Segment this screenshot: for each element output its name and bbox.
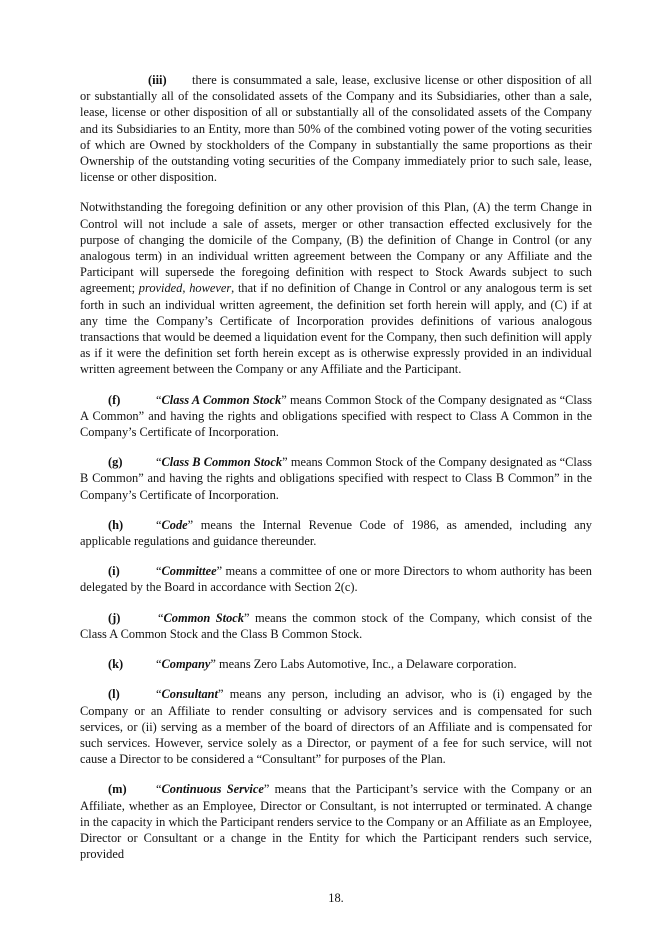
defined-term: Class A Common Stock xyxy=(161,392,282,407)
paragraph-text: , that if no definition of Change in Control or any analogous term is set forth in such an individual written agreement, the definition set forth herein will apply, and (C) if at any time the Company’s Certificate of Incorporation provides definitions of various analogous transactions that would be deemed a liquidation event for the Company, then such definition will apply as if it were the definition set forth herein except as is otherwise expressly provided in an individual written agreement between the Company or any Affiliate and the Participant. xyxy=(80,281,592,377)
paragraph-label: (g) xyxy=(108,455,123,470)
paragraph-label: (j) xyxy=(108,610,121,625)
defined-term: Committee xyxy=(161,564,217,579)
paragraph-text: means the Internal Revenue Code of 1986, as amended, including any applicable regulations and guidance thereunder. xyxy=(80,517,592,549)
paragraph-label: (iii) xyxy=(148,73,167,87)
definition-l: (l) “Consultant” means any person, including an advisor, who is (i) engaged by the Company or an Affiliate to render consulting or advisory services and is compensated for such services, or (ii) serving as a member of the board of directors of an Affiliate and is compensated for such services. However, service solely as a Director, or payment of a fee for such service, will not cause a Director to be considered a “Consultant” for purposes of the Plan. xyxy=(80,687,592,767)
paragraph-text: means Common Stock of the Company designated as “Class B Common” and having the rights and obligations specified with respect to Class B Common” in the Company’s Certificate of Incorporation. xyxy=(80,455,593,502)
italic-text: provided, however xyxy=(138,281,232,296)
paragraph-label: (i) xyxy=(108,564,120,579)
defined-term: Code xyxy=(161,517,188,532)
definition-h: (h) “Code” means the Internal Revenue Code of 1986, as amended, including any applicable regulations and guidance thereunder. xyxy=(80,517,592,549)
page-number: 18. xyxy=(328,891,344,906)
paragraph-label: (f) xyxy=(108,392,121,407)
defined-term: Continuous Service xyxy=(161,782,264,797)
definition-f: (f) “Class A Common Stock” means Common Stock of the Company designated as “Class A Common” and having the rights and obligations specified with respect to Class A Common in the Company’s Certificate of Incorporation. xyxy=(80,392,592,440)
paragraph-text: means a committee of one or more Directors to whom authority has been delegated by the Board in accordance with Section 2(c). xyxy=(80,564,592,595)
paragraph-notwithstanding xyxy=(80,199,592,377)
paragraph-text: there is consummated a sale, lease, exclusive license or other disposition of all or substantially all of the consolidated assets of the Company and its Subsidiaries, other than a sale, lease, license or other disposition of all or substantially all of the consolidated assets of the Company and its Subsidiaries to an Entity, more than 50% of the combined voting power of the voting securities of which are Owned by stockholders of the Company in substantially the same proportions as their Ownership of the outstanding voting securities of the Company immediately prior to such sale, lease, license or other disposition. xyxy=(80,73,592,185)
paragraph-label: (h) xyxy=(108,517,124,532)
paragraph-text: means Common Stock of the Company designated as “Class A Common” and having the rights and obligations specified with respect to Class A Common in the Company’s Certificate of Incorporation. xyxy=(80,392,592,440)
paragraph-text: Notwithstanding the foregoing definition or any other provision of this Plan, (A) the term Change in Control will not include a sale of assets, merger or other transaction effected exclusively for the purpose of changing the domicile of the Company, (B) the definition of Change in Control (or any analogous term) in an individual written agreement between the Company or any Affiliate and the Participant will supersede the foregoing definition with respect to Stock Awards subject to such agreement; xyxy=(80,200,592,296)
paragraph-text: means Zero Labs Automotive, Inc., a Delaware corporation. xyxy=(215,657,517,672)
paragraph-text: means any person, including an advisor, who is (i) engaged by the Company or an Affiliate to render consulting or advisory services and is compensated for such services, or (ii) serving as a member of the board of directors of an Affiliate and is compensated for such services. However, service solely as a Director, or payment of a fee for such service, will not cause a Director to be considered a “Consultant” for purposes of the Plan. xyxy=(80,687,592,767)
paragraph-iii xyxy=(80,72,592,185)
paragraph-text: means the common stock of the Company, which consist of the Class A Common Stock and the Class B Common Stock. xyxy=(80,610,592,641)
defined-term: Consultant xyxy=(161,687,218,702)
defined-term: Company xyxy=(161,657,211,672)
paragraph-label: (l) xyxy=(108,687,120,702)
definition-k: (k) “Company” means Zero Labs Automotive, Inc., a Delaware corporation. xyxy=(108,657,517,672)
paragraph-label: (k) xyxy=(108,657,124,672)
definition-g: (g) “Class B Common Stock” means Common Stock of the Company designated as “Class B Common” and having the rights and obligations specified with respect to Class B Common” in the Company’s Certificate of Incorporation. xyxy=(80,455,593,502)
paragraph-label: (m) xyxy=(108,782,127,797)
defined-term: Class B Common Stock xyxy=(161,455,283,470)
definition-i: (i) “Committee” means a committee of one or more Directors to whom authority has been delegated by the Board in accordance with Section 2(c). xyxy=(80,564,592,595)
definition-m: (m) “Continuous Service” means that the Participant’s service with the Company or an Affiliate, whether as an Employee, Director or Consultant, is not interrupted or terminated. A change in the capacity in which the Participant renders service to the Company or an Affiliate as an Employee, Director or Consultant or a change in the Entity for which the Participant renders such service, provided xyxy=(80,782,592,862)
paragraph-text: means that the Participant’s service with the Company or an Affiliate, whether as an Employee, Director or Consultant, is not interrupted or terminated. A change in the capacity in which the Participant renders service to the Company or an Affiliate as an Employee, Director or Consultant or a change in the Entity for which the Participant renders such service, provided xyxy=(80,782,592,862)
definition-j: (j) “Common Stock” means the common stock of the Company, which consist of the Class A Common Stock and the Class B Common Stock. xyxy=(80,610,592,641)
defined-term: Common Stock xyxy=(163,610,245,625)
